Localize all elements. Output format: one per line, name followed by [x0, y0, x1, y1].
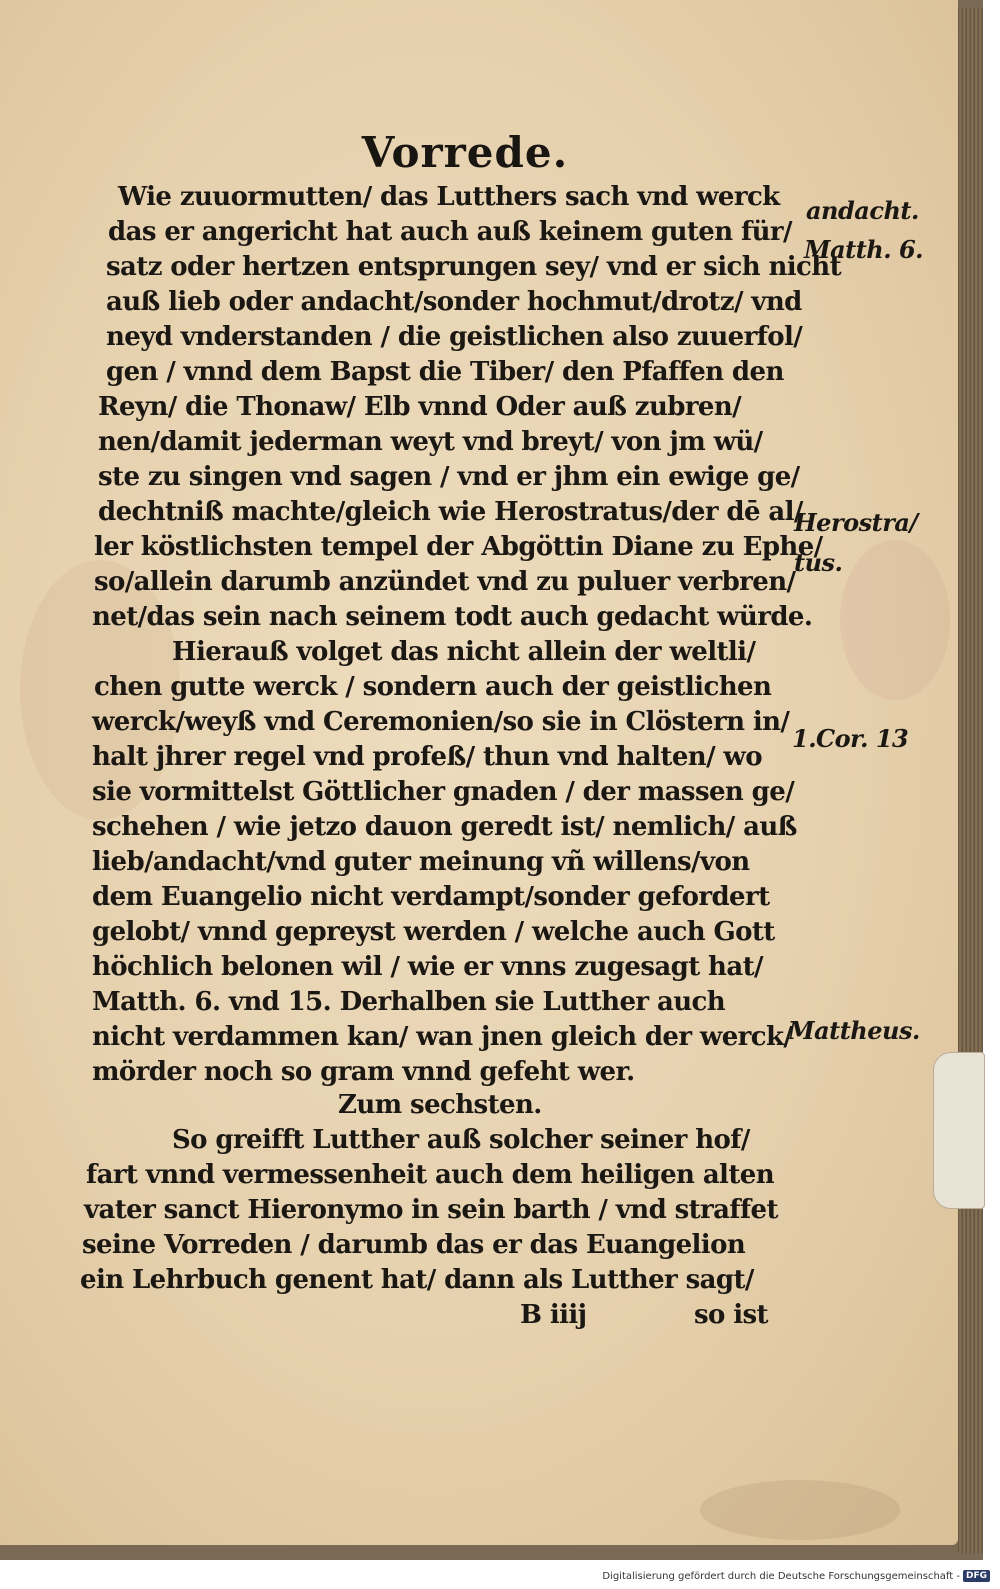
page-edges	[958, 8, 983, 1553]
margin-note: Mattheus.	[788, 1016, 920, 1045]
margin-note: andacht.	[806, 196, 919, 225]
text-line: das er angericht hat auch auß keinem guten für/	[108, 217, 792, 247]
text-line: werck/weyß vnd Ceremonien/so sie in Clöstern in/	[92, 707, 790, 737]
credit-text: Digitalisierung gefördert durch die Deutsche Forschungsgemeinschaft -	[602, 1571, 960, 1582]
text-line: höchlich belonen wil / wie er vnns zugesagt hat/	[92, 952, 763, 982]
margin-note: Herostra/	[794, 508, 918, 537]
catchword: so ist	[694, 1300, 768, 1330]
text-line: chen gutte werck / sondern auch der geistlichen	[94, 672, 772, 702]
text-line: gen / vnnd dem Bapst die Tiber/ den Pfaffen den	[106, 357, 784, 387]
text-line: ler köstlichsten tempel der Abgöttin Diane zu Ephe/	[94, 532, 823, 562]
margin-note: 1.Cor. 13	[792, 724, 909, 753]
margin-note: Matth. 6.	[804, 235, 924, 264]
text-line: So greifft Lutther auß solcher seiner hof/	[172, 1125, 750, 1155]
funding-credit	[602, 1570, 990, 1582]
text-line: satz oder hertzen entsprungen sey/ vnd er sich nicht	[106, 252, 841, 282]
text-line: Hierauß volget das nicht allein der weltli/	[172, 637, 756, 667]
text-line: dem Euangelio nicht verdampt/sonder gefordert	[92, 882, 770, 912]
text-line: Wie zuuormutten/ das Lutthers sach vnd werck	[118, 182, 780, 212]
text-line: lieb/andacht/vnd guter meinung vñ willens/von	[92, 847, 750, 877]
text-line: Matth. 6. vnd 15. Derhalben sie Lutther auch	[92, 987, 726, 1017]
text-line: mörder noch so gram vnnd gefeht wer.	[92, 1057, 635, 1087]
text-line: schehen / wie jetzo dauon geredt ist/ nemlich/ auß	[92, 812, 797, 842]
text-line: seine Vorreden / darumb das er das Euangelion	[82, 1230, 746, 1260]
text-line: halt jhrer regel vnd profeß/ thun vnd halten/ wo	[92, 742, 762, 772]
paper-stain	[840, 540, 950, 700]
text-line: dechtniß machte/gleich wie Herostratus/der dē al/	[98, 497, 803, 527]
text-line: ste zu singen vnd sagen / vnd er jhm ein ewige ge/	[98, 462, 800, 492]
text-line: fart vnnd vermessenheit auch dem heiligen alten	[86, 1160, 774, 1190]
paper-stain	[700, 1480, 900, 1540]
text-line: vater sanct Hieronymo in sein barth / vnd straffet	[84, 1195, 778, 1225]
text-line: gelobt/ vnnd gepreyst werden / welche auch Gott	[92, 917, 775, 947]
text-line: net/das sein nach seinem todt auch gedacht würde.	[92, 602, 813, 632]
text-line: nen/damit jederman weyt vnd breyt/ von jm wü/	[98, 427, 763, 457]
text-line: Reyn/ die Thonaw/ Elb vnnd Oder auß zubren/	[98, 392, 742, 422]
page-heading: Vorrede.	[361, 128, 569, 177]
dfg-logo-icon: DFG	[963, 1570, 990, 1582]
text-line: so/allein darumb anzündet vnd zu puluer verbren/	[94, 567, 796, 597]
text-line: nicht verdammen kan/ wan jnen gleich der werck/	[92, 1022, 793, 1052]
signature-mark: B iiij	[520, 1300, 587, 1330]
section-heading: Zum sechsten.	[338, 1090, 542, 1120]
margin-note: tus.	[794, 548, 843, 577]
text-line: sie vormittelst Göttlicher gnaden / der massen ge/	[92, 777, 795, 807]
text-line: neyd vnderstanden / die geistlichen also zuuerfol/	[106, 322, 803, 352]
text-line: ein Lehrbuch genent hat/ dann als Lutther sagt/	[80, 1265, 754, 1295]
text-line: auß lieb oder andacht/sonder hochmut/drotz/ vnd	[106, 287, 802, 317]
bookmark-tab	[933, 1052, 985, 1209]
